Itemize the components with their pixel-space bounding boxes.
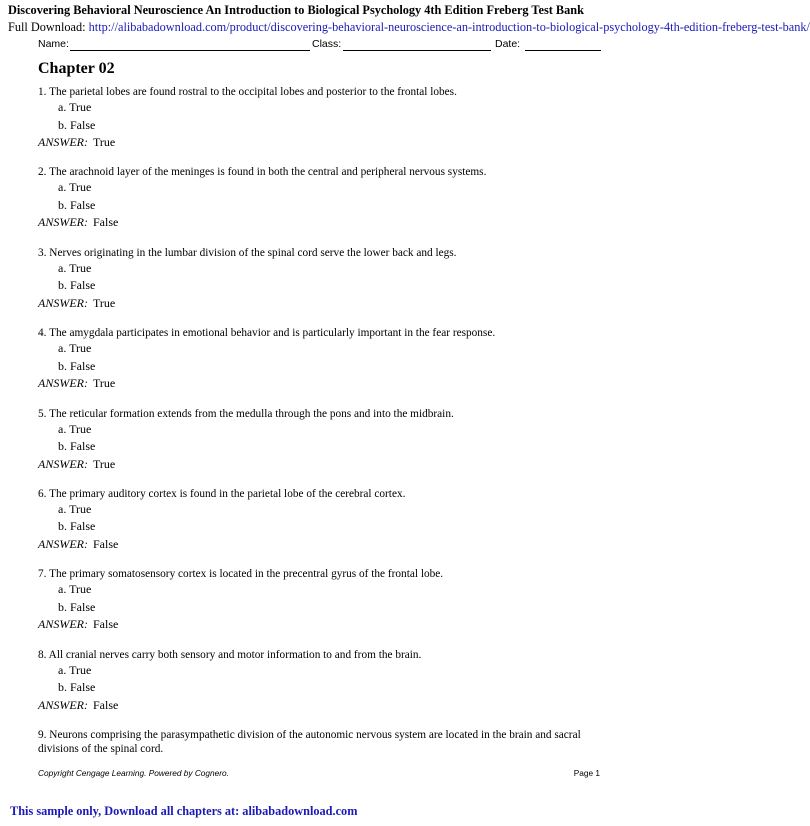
download-note[interactable]: This sample only, Download all chapters at: alibabadownload.com xyxy=(10,804,358,818)
answer-option: a. True xyxy=(58,341,92,356)
page-footer xyxy=(38,768,600,778)
answer-key xyxy=(38,134,598,151)
name-field[interactable] xyxy=(70,50,310,51)
answer-value: False xyxy=(93,215,119,230)
answer-key xyxy=(38,375,598,392)
answer-value: False xyxy=(93,697,119,712)
question-item xyxy=(38,487,598,567)
answer-value: False xyxy=(93,536,119,551)
question-stem: 7. The primary somatosensory cortex is located in the precentral gyrus of the frontal lobe. xyxy=(38,568,444,581)
question-list xyxy=(38,85,598,809)
answer-label: ANSWER: xyxy=(38,456,88,471)
question-stem: 2. The arachnoid layer of the meninges is found in both the central and peripheral nervous systems. xyxy=(38,166,487,179)
answer-key xyxy=(38,616,598,633)
answer-option: b. False xyxy=(58,680,96,695)
answer-value: True xyxy=(93,295,116,310)
question-item xyxy=(38,85,598,165)
answer-option: b. False xyxy=(58,599,96,614)
question-item xyxy=(38,326,598,406)
answer-value: False xyxy=(93,617,119,632)
answer-label: ANSWER: xyxy=(38,536,88,551)
answer-option: a. True xyxy=(58,662,92,677)
answer-option: a. True xyxy=(58,260,92,275)
download-label: Full Download: xyxy=(8,20,89,34)
answer-option: b. False xyxy=(58,439,96,454)
answer-label: ANSWER: xyxy=(38,376,88,391)
answer-key xyxy=(38,214,598,231)
answer-label: ANSWER: xyxy=(38,215,88,230)
banner-download xyxy=(8,20,810,35)
question-item xyxy=(38,407,598,487)
answer-option: b. False xyxy=(58,197,96,212)
answer-key xyxy=(38,456,598,473)
answer-value: True xyxy=(93,135,116,149)
answer-label: ANSWER: xyxy=(38,697,88,712)
chapter-title: Chapter 02 xyxy=(38,60,115,77)
answer-option: b. False xyxy=(58,519,96,534)
answer-option: a. True xyxy=(58,421,92,436)
question-stem: 9. Neurons comprising the parasympathetic division of the autonomic nervous system are located in the brain and sacral divisions of the spinal cord. xyxy=(38,729,581,756)
answer-value: True xyxy=(93,376,116,391)
class-field[interactable] xyxy=(343,50,491,51)
answer-option: b. False xyxy=(58,117,96,132)
date-label: Date: xyxy=(495,38,521,50)
answer-option: b. False xyxy=(58,358,96,373)
question-item xyxy=(38,648,598,728)
answer-option: a. True xyxy=(58,180,92,195)
answer-option: b. False xyxy=(58,278,96,293)
class-label: Class: xyxy=(312,38,342,50)
download-link[interactable]: http://alibabadownload.com/product/discovering-behavioral-neuroscience-an-introduction-to-biological-psychology-4th-edition-freberg-test-bank/ xyxy=(88,20,810,34)
answer-option: a. True xyxy=(58,582,92,597)
answer-value: True xyxy=(93,456,116,471)
answer-key xyxy=(38,295,598,312)
answer-key xyxy=(38,697,598,714)
question-item xyxy=(38,567,598,647)
question-stem: 4. The amygdala participates in emotional behavior and is particularly important in the fear response. xyxy=(38,327,496,340)
banner-title: Discovering Behavioral Neuroscience An Introduction to Biological Psychology 4th Edition Freberg Test Bank xyxy=(8,3,584,17)
answer-option: a. True xyxy=(58,100,92,114)
student-fields xyxy=(38,38,602,54)
question-item xyxy=(38,246,598,326)
answer-label: ANSWER: xyxy=(38,135,88,149)
question-stem: 6. The primary auditory cortex is found in the parietal lobe of the cerebral cortex. xyxy=(38,487,406,500)
page-number: Page 1 xyxy=(573,768,600,778)
question-stem: 8. All cranial nerves carry both sensory and motor information to and from the brain. xyxy=(38,648,422,661)
answer-label: ANSWER: xyxy=(38,617,88,632)
date-field[interactable] xyxy=(525,50,601,51)
question-item xyxy=(38,165,598,245)
answer-label: ANSWER: xyxy=(38,295,88,310)
question-stem: 3. Nerves originating in the lumbar division of the spinal cord serve the lower back and legs. xyxy=(38,246,457,259)
answer-option: a. True xyxy=(58,501,92,516)
copyright-text: Copyright Cengage Learning. Powered by Cognero. xyxy=(38,768,229,778)
answer-key xyxy=(38,536,598,553)
name-label: Name: xyxy=(38,38,69,50)
question-stem: 5. The reticular formation extends from the medulla through the pons and into the midbrain. xyxy=(38,407,454,420)
question-stem: 1. The parietal lobes are found rostral to the occipital lobes and posterior to the frontal lobes. xyxy=(38,86,457,98)
